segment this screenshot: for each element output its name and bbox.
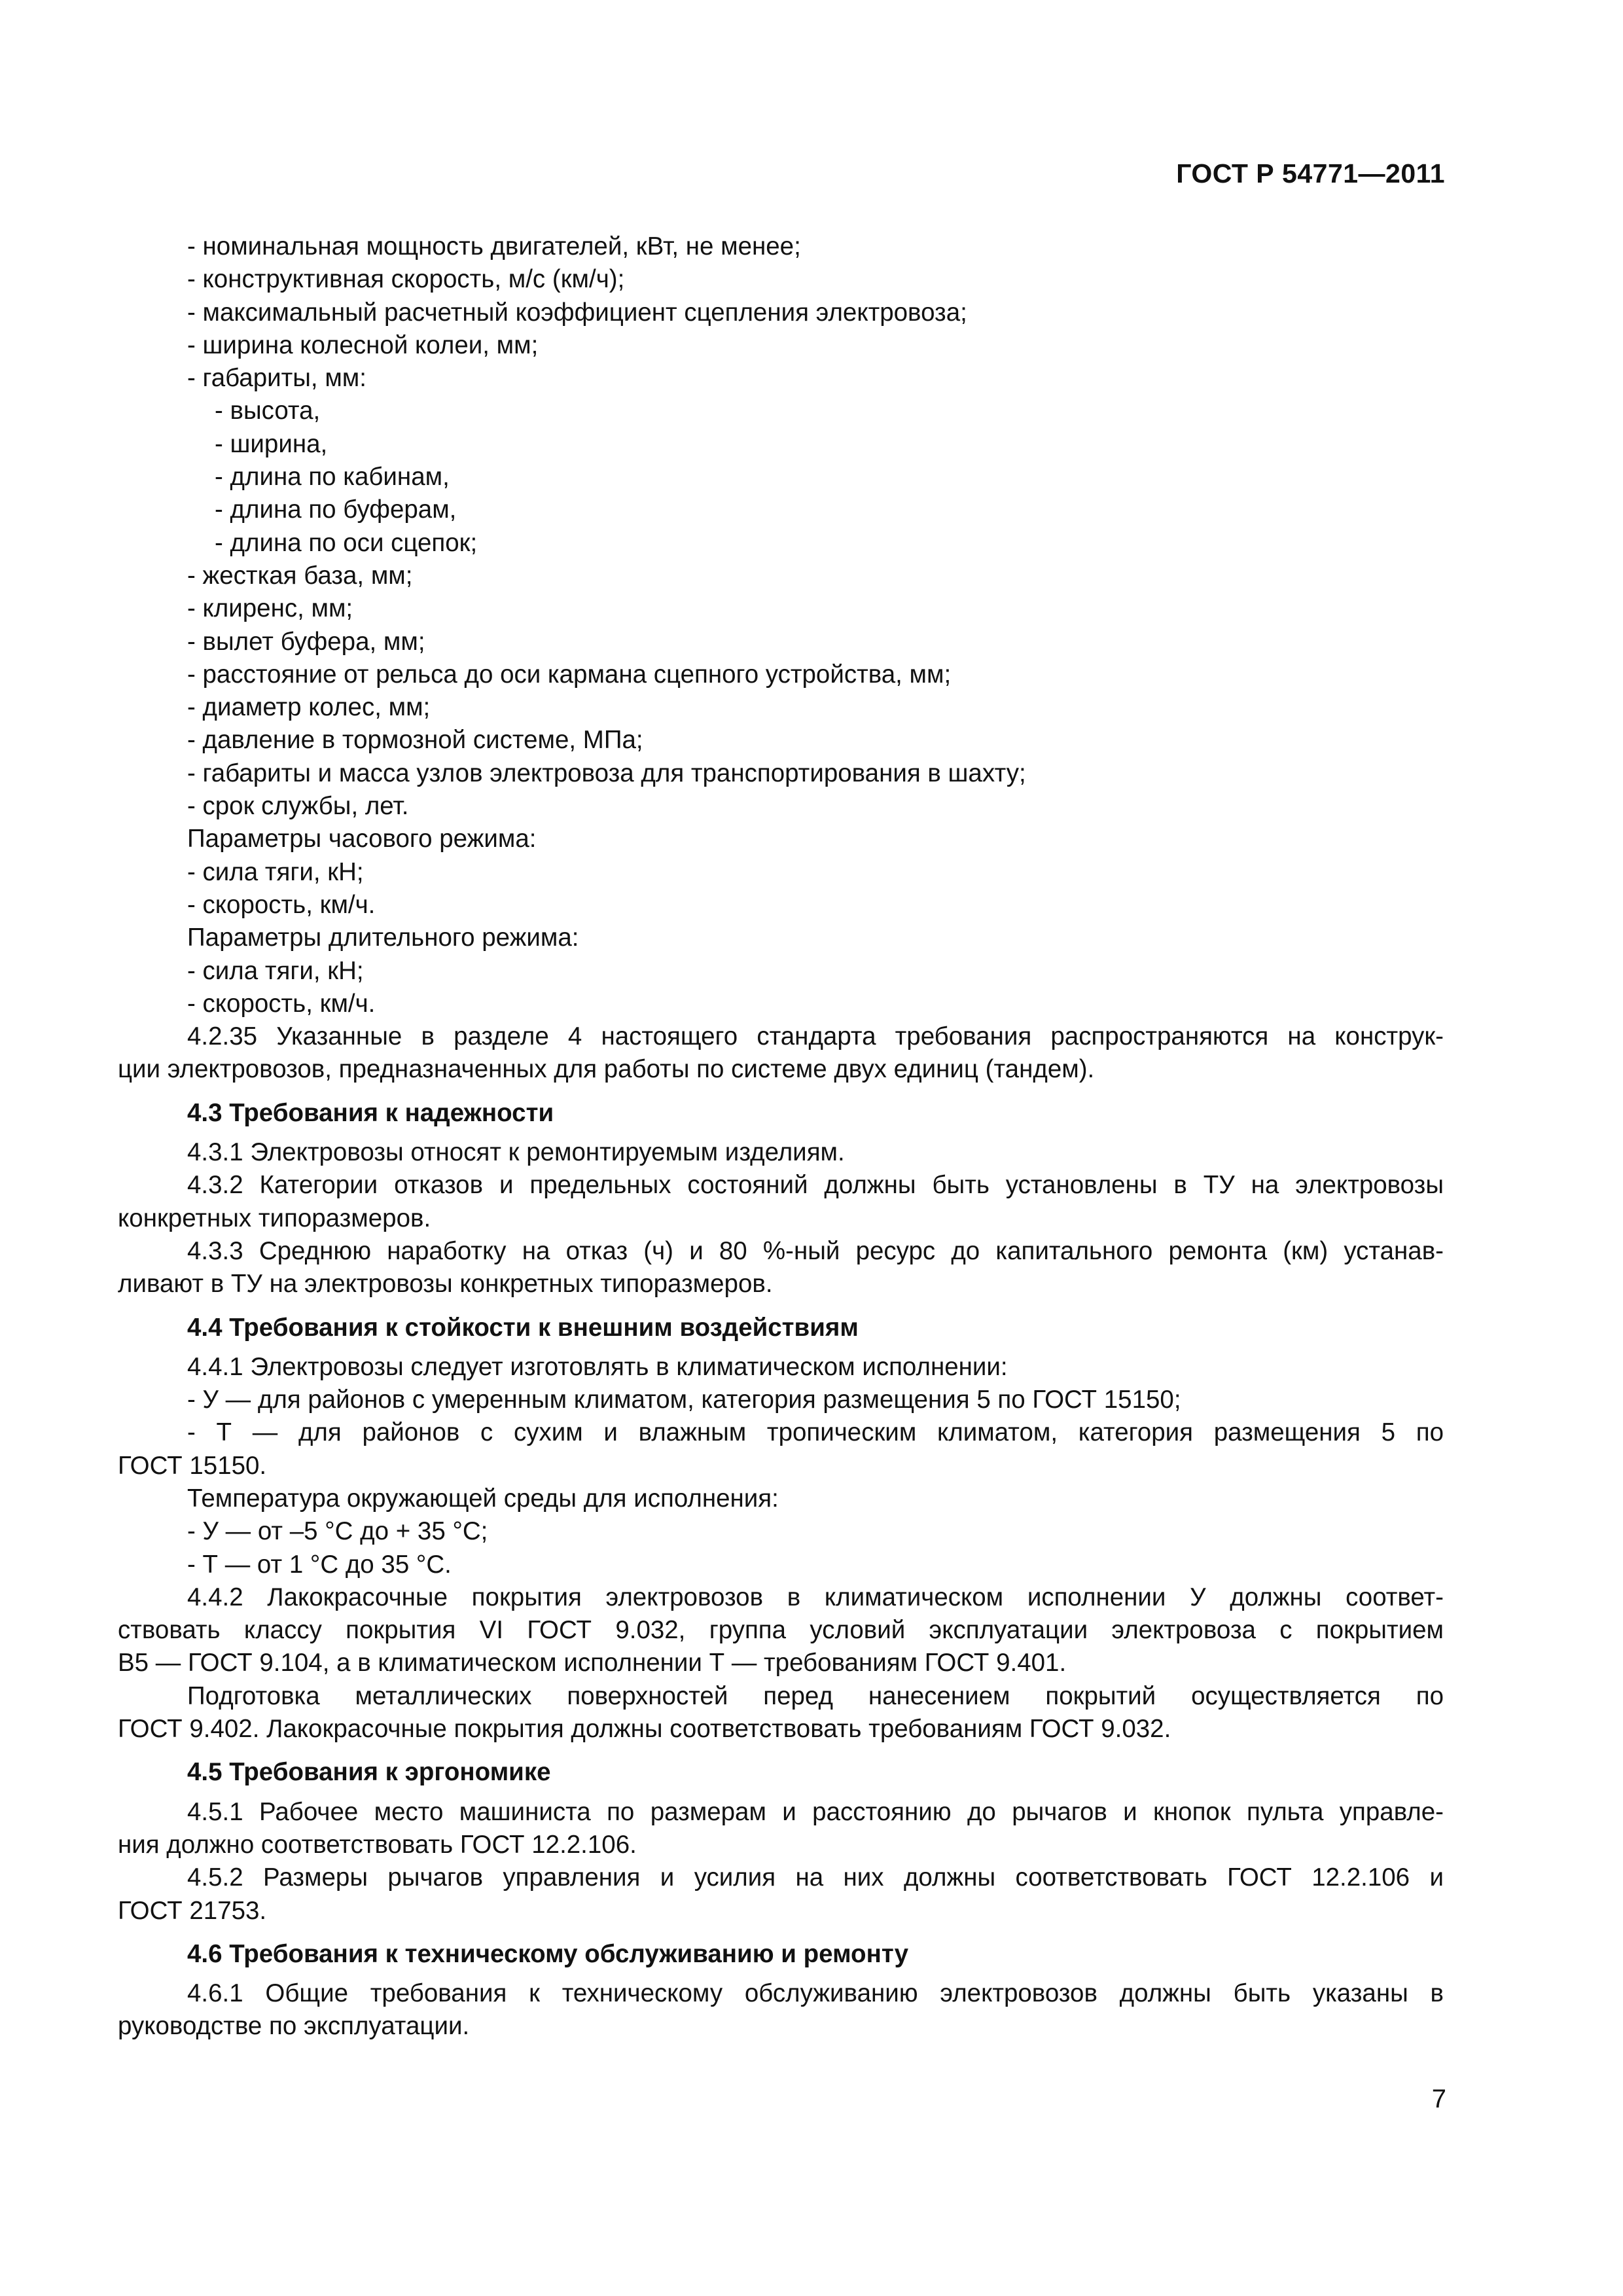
- list-item: - ширина колесной колеи, мм;: [187, 331, 539, 359]
- paragraph-4-5-1-line1: 4.5.1 Рабочее место машиниста по размерам и расстоянию до рычагов и кнопок пульта управле-: [187, 1797, 1444, 1826]
- list-item: - сила тяги, кН;: [187, 956, 364, 985]
- temperature-title: Температура окружающей среды для исполнения:: [187, 1484, 779, 1513]
- list-item: - габариты, мм:: [187, 364, 366, 393]
- sublist-item: - длина по кабинам,: [215, 463, 450, 492]
- list-item: - Т — от 1 °С до 35 °С.: [187, 1550, 452, 1579]
- section-heading-4-6: 4.6 Требования к техническому обслуживанию и ремонту: [187, 1939, 909, 1968]
- paragraph-4-3-3-line1: 4.3.3 Среднюю наработку на отказ (ч) и 80 %-ный ресурс до капитального ремонта (км) устанав-: [187, 1236, 1444, 1265]
- paragraph-surface-prep-line1: Подготовка металлических поверхностей перед нанесением покрытий осуществляется по: [187, 1681, 1444, 1710]
- list-item: - срок службы, лет.: [187, 792, 409, 821]
- paragraph-4-6-1-line2: руководстве по эксплуатации.: [118, 2012, 470, 2041]
- section-heading-4-4: 4.4 Требования к стойкости к внешним воздействиям: [187, 1313, 859, 1342]
- paragraph-4-3-2-line1: 4.3.2 Категории отказов и предельных состояний должны быть установлены в ТУ на электровозы: [187, 1171, 1444, 1200]
- paragraph-4-3-3-line2: ливают в ТУ на электровозы конкретных типоразмеров.: [118, 1270, 773, 1299]
- list-item: - вылет буфера, мм;: [187, 627, 425, 656]
- continuous-mode-title: Параметры длительного режима:: [187, 924, 579, 952]
- paragraph-4-3-2-line2: конкретных типоразмеров.: [118, 1204, 431, 1232]
- paragraph-4-5-1-line2: ния должно соответствовать ГОСТ 12.2.106.: [118, 1830, 637, 1859]
- list-item-t-line1: - Т — для районов с сухим и влажным тропическим климатом, категория размещения 5 по: [187, 1418, 1444, 1447]
- paragraph-4-4-1: 4.4.1 Электровозы следует изготовлять в климатическом исполнении:: [187, 1352, 1008, 1381]
- list-item: - расстояние от рельса до оси кармана сцепного устройства, мм;: [187, 660, 952, 689]
- list-item: - скорость, км/ч.: [187, 989, 376, 1018]
- sublist-item: - ширина,: [215, 429, 328, 458]
- paragraph-surface-prep-line2: ГОСТ 9.402. Лакокрасочные покрытия должны соответствовать требованиям ГОСТ 9.032.: [118, 1715, 1171, 1744]
- sublist-item: - длина по оси сцепок;: [215, 528, 478, 557]
- list-item: - У — от –5 °С до + 35 °С;: [187, 1517, 488, 1546]
- paragraph-4-4-2-line3: В5 — ГОСТ 9.104, а в климатическом исполнении Т — требованиям ГОСТ 9.401.: [118, 1649, 1067, 1677]
- paragraph-4-4-2-line1: 4.4.2 Лакокрасочные покрытия электровозов в климатическом исполнении У должны соответ-: [187, 1583, 1444, 1611]
- list-item: - сила тяги, кН;: [187, 857, 364, 886]
- list-item: - жесткая база, мм;: [187, 561, 413, 590]
- paragraph-4-5-2-line1: 4.5.2 Размеры рычагов управления и усилия на них должны соответствовать ГОСТ 12.2.106 и: [187, 1863, 1444, 1892]
- paragraph-4-6-1-line1: 4.6.1 Общие требования к техническому обслуживанию электровозов должны быть указаны в: [187, 1979, 1444, 2008]
- list-item: - скорость, км/ч.: [187, 890, 376, 919]
- list-item: - номинальная мощность двигателей, кВт, не менее;: [187, 232, 801, 260]
- sublist-item: - высота,: [215, 397, 321, 425]
- paragraph-4-4-2-line2: ствовать классу покрытия VI ГОСТ 9.032, группа условий эксплуатации электровоза с покрытием: [118, 1616, 1444, 1645]
- hourly-mode-title: Параметры часового режима:: [187, 825, 537, 853]
- page-number: 7: [1431, 2085, 1446, 2113]
- list-item: - У — для районов с умеренным климатом, категория размещения 5 по ГОСТ 15150;: [187, 1386, 1181, 1414]
- paragraph-4-2-35-line1: 4.2.35 Указанные в разделе 4 настоящего стандарта требования распространяются на конструк-: [187, 1022, 1444, 1051]
- paragraph-4-3-1: 4.3.1 Электровозы относят к ремонтируемым изделиям.: [187, 1138, 845, 1167]
- list-item: - конструктивная скорость, м/с (км/ч);: [187, 265, 625, 294]
- section-heading-4-3: 4.3 Требования к надежности: [187, 1098, 554, 1127]
- page-body: [118, 230, 1444, 2043]
- section-heading-4-5: 4.5 Требования к эргономике: [187, 1758, 551, 1787]
- list-item: - диаметр колес, мм;: [187, 693, 431, 722]
- paragraph-4-5-2-line2: ГОСТ 21753.: [118, 1896, 267, 1925]
- list-item: - давление в тормозной системе, МПа;: [187, 726, 643, 755]
- list-item: - клиренс, мм;: [187, 594, 353, 623]
- list-item-t-line2: ГОСТ 15150.: [118, 1451, 267, 1480]
- sublist-item: - длина по буферам,: [215, 495, 457, 524]
- document-code-header: ГОСТ Р 54771—2011: [1176, 158, 1445, 188]
- list-item: - габариты и масса узлов электровоза для транспортирования в шахту;: [187, 759, 1026, 787]
- paragraph-4-2-35-line2: ции электровозов, предназначенных для работы по системе двух единиц (тандем).: [118, 1055, 1095, 1084]
- list-item: - максимальный расчетный коэффициент сцепления электровоза;: [187, 298, 967, 327]
